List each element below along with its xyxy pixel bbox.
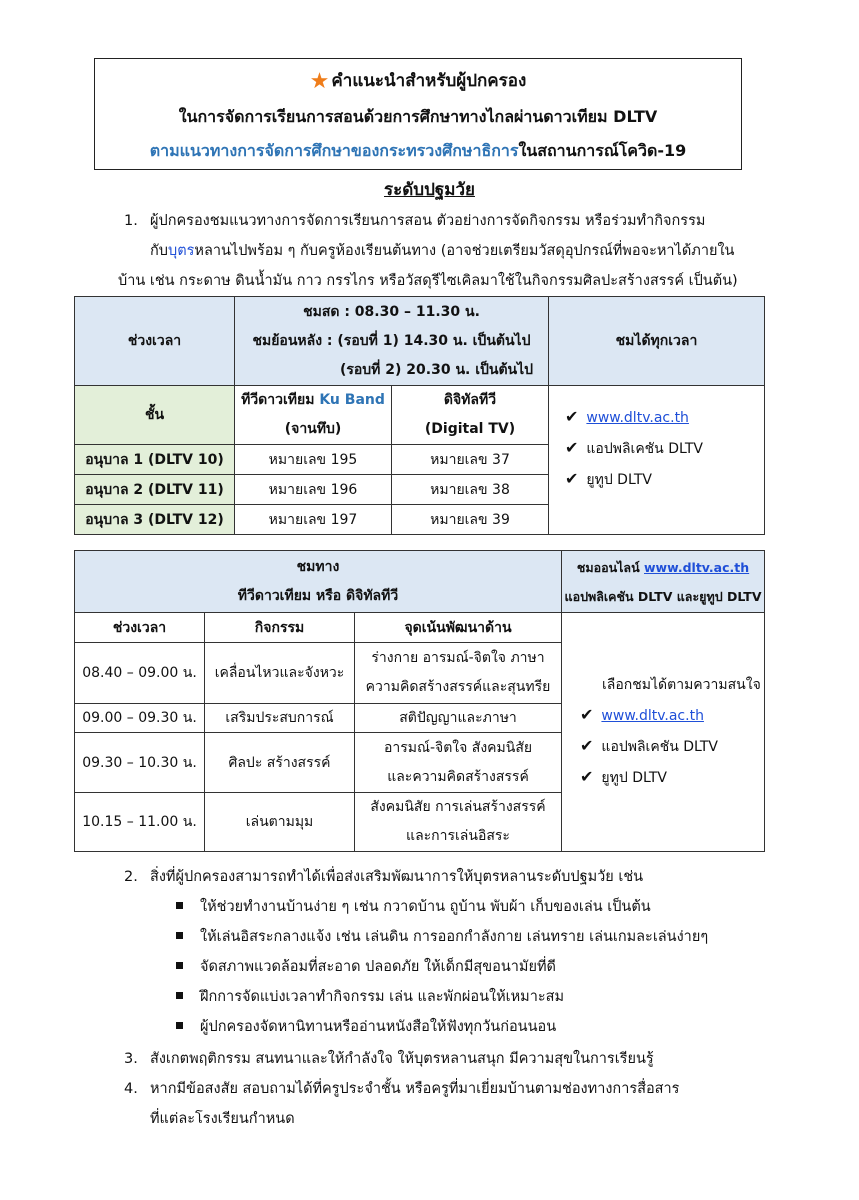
replay-time-2: (รอบที่ 2) 20.30 น. เป็นต้นไป: [339, 361, 534, 378]
digital-channel-cell: หมายเลข 39: [392, 505, 549, 535]
item2-text: สิ่งที่ผู้ปกครองสามารถทำได้เพื่อส่งเสริมพัฒนาการให้บุตรหลานระดับปฐมวัย เช่น: [150, 869, 644, 885]
star-icon: ★: [309, 69, 330, 94]
item4-line1: หากมีข้อสงสัย สอบถามได้ที่ครูประจำชั้น หรือครูที่มาเยี่ยมบ้านตามช่องทางการสื่อสาร: [150, 1081, 680, 1097]
digital-channel-cell: หมายเลข 38: [392, 475, 549, 505]
channel-item: [565, 402, 764, 433]
check-icon: ✔: [580, 736, 594, 755]
dltv-app-text: แอปพลิเคชัน DLTV: [601, 739, 719, 755]
digital-header-sub: (Digital TV): [424, 421, 516, 437]
list-item: [176, 892, 708, 922]
item1-line1: ผู้ปกครองชมแนวทางการจัดการเรียนการสอน ตัวอย่างการจัดกิจกรรม หรือร่วมทำกิจกรรม: [150, 213, 706, 229]
digital-header-text: ดิจิทัลทีวี: [443, 392, 497, 408]
list-item: [176, 982, 708, 1012]
item1-text: [150, 206, 750, 266]
online-header: [562, 551, 765, 613]
check-icon: ✔: [580, 767, 594, 786]
list-item: [176, 952, 708, 982]
item1-line2-blue: บุตร: [167, 243, 195, 259]
covid-situation-text: ในสถานการณ์โควิด-19: [518, 141, 687, 160]
sat-channel-cell: หมายเลข 195: [235, 445, 392, 475]
ministry-guideline-text: ตามแนวทางการจัดการศึกษาของกระทรวงศึกษาธิการ: [149, 141, 519, 160]
item3-text: สังเกตพฤติกรรม สนทนาและให้กำลังใจ ให้บุตรหลานสนุก มีความสุขในการเรียนรู้: [150, 1051, 654, 1067]
focus-line: ความคิดสร้างสรรค์และสุนทรีย: [365, 679, 551, 695]
bullet-text: ให้เล่นอิสระกลางแจ้ง เช่น เล่นดิน การออกกำลังกาย เล่นทราย เล่นเกมละเล่นง่ายๆ: [200, 929, 709, 945]
choose-text: เลือกชมได้ตามความสนใจ: [602, 677, 761, 693]
sat-header-text: ทีวีดาวเทียม: [241, 392, 320, 408]
header-box: [94, 58, 742, 170]
sat-channel-cell: หมายเลข 196: [235, 475, 392, 505]
focus-cell: [355, 643, 562, 704]
watch-via-header: [75, 551, 562, 613]
bullet-text: ผู้ปกครองจัดหานิทานหรืออ่านหนังสือให้ฟังทุกวันก่อนนอน: [200, 1019, 557, 1035]
grade-header: ชั้น: [75, 386, 235, 445]
sat-channel-cell: หมายเลข 197: [235, 505, 392, 535]
item1-number: 1.: [124, 213, 138, 229]
channel-list-1: [549, 386, 765, 535]
item1-line2-b: หลานไปพร้อม ๆ กับครูห้องเรียนต้นทาง (อาจช่วยเตรียมวัสดุอุปกรณ์ที่พอจะหาได้ภายใน: [194, 243, 735, 259]
watch-channels-text: ทีวีดาวเทียม หรือ ดิจิทัลทีวี: [237, 587, 399, 604]
item1-line3: บ้าน เช่น กระดาษ ดินน้ำมัน กาว กรรไกร หรือวัสดุรีไซเคิลมาใช้ในกิจกรรมศิลปะสร้างสรรค์ เป็นต้น): [118, 273, 738, 289]
focus-line: สังคมนิสัย การเล่นสร้างสรรค์: [370, 799, 546, 815]
square-bullet-icon: [176, 902, 183, 909]
channel-item: [580, 700, 764, 731]
level-title: ระดับปฐมวัย: [384, 180, 475, 200]
page-subtitle: ในการจัดการเรียนการสอนด้วยการศึกษาทางไกลผ่านดาวเทียม DLTV: [178, 107, 658, 126]
ku-band-text: Ku Band: [319, 392, 385, 408]
square-bullet-icon: [176, 992, 183, 999]
digital-header: [392, 386, 549, 445]
time-cell: 10.15 – 11.00 น.: [75, 793, 205, 852]
list-item: [176, 1012, 708, 1042]
bullet-text: ให้ช่วยทำงานบ้านง่าย ๆ เช่น กวาดบ้าน ถูบ้าน พับผ้า เก็บของเล่น เป็นต้น: [200, 899, 651, 915]
activity-cell: เสริมประสบการณ์: [205, 704, 355, 733]
dltv-youtube-text: ยูทูป DLTV: [586, 472, 652, 488]
channel-list-2: [562, 613, 765, 852]
grade-cell: อนุบาล 3 (DLTV 12): [75, 505, 235, 535]
focus-line: อารมณ์-จิตใจ สังคมนิสัย: [383, 739, 533, 756]
schedule-table-2: [74, 550, 765, 852]
broadcast-times: [235, 297, 549, 386]
focus-cell: [355, 733, 562, 793]
square-bullet-icon: [176, 932, 183, 939]
activity-cell: เคลื่อนไหวและจังหวะ: [205, 643, 355, 704]
bullet-text: ฝึกการจัดแบ่งเวลาทำกิจกรรม เล่น และพักผ่อนให้เหมาะสม: [200, 989, 565, 1005]
channel-item: [565, 464, 764, 495]
dltv-youtube-text: ยูทูป DLTV: [601, 770, 667, 786]
item1-line2: [150, 236, 750, 266]
check-icon: ✔: [580, 705, 594, 724]
item3-number: 3.: [124, 1051, 138, 1067]
col-activity-header: กิจกรรม: [205, 613, 355, 643]
sat-dish-text: (จานทึบ): [284, 421, 342, 437]
item4-number: 4.: [124, 1081, 138, 1097]
focus-cell: [355, 793, 562, 852]
digital-channel-cell: หมายเลข 37: [392, 445, 549, 475]
item2-number: 2.: [124, 869, 138, 885]
focus-line: และการเล่นอิสระ: [406, 828, 510, 844]
activity-cell: เล่นตามมุม: [205, 793, 355, 852]
item2-bullet-list: [176, 892, 708, 1042]
page-subtitle-2: [95, 139, 741, 164]
grade-cell: อนุบาล 1 (DLTV 10): [75, 445, 235, 475]
item4-text: [150, 1074, 679, 1134]
title-text: คำแนะนำสำหรับผู้ปกครอง: [331, 71, 527, 91]
col-time-header: ช่วงเวลา: [75, 613, 205, 643]
online-text: ชมออนไลน์: [576, 559, 644, 575]
replay-time-1: ชมย้อนหลัง : (รอบที่ 1) 14.30 น. เป็นต้นไป: [252, 332, 531, 349]
list-item: [176, 922, 708, 952]
item1-line2-a: กับ: [150, 243, 168, 259]
square-bullet-icon: [176, 962, 183, 969]
time-cell: 09.00 – 09.30 น.: [75, 704, 205, 733]
check-icon: ✔: [565, 407, 579, 426]
square-bullet-icon: [176, 1022, 183, 1029]
channel-item: [565, 433, 764, 464]
activity-cell: ศิลปะ สร้างสรรค์: [205, 733, 355, 793]
online-website-link[interactable]: www.dltv.ac.th: [644, 559, 750, 575]
time-cell: 09.30 – 10.30 น.: [75, 733, 205, 793]
focus-line: ร่างกาย อารมณ์-จิตใจ ภาษา: [371, 650, 545, 666]
page-title: [95, 67, 741, 94]
satellite-header: [235, 386, 392, 445]
focus-line: และความคิดสร้างสรรค์: [387, 768, 529, 785]
channel-item: [580, 731, 764, 762]
channel-item: [580, 762, 764, 793]
online-channels-text: แอปพลิเคชัน DLTV และยูทูป DLTV: [564, 588, 762, 604]
watch-via-text: ชมทาง: [296, 558, 340, 575]
bullet-text: จัดสภาพแวดล้อมที่สะอาด ปลอดภัย ให้เด็กมีสุขอนามัยที่ดี: [200, 959, 556, 975]
focus-cell: สติปัญญาและภาษา: [355, 704, 562, 733]
grade-cell: อนุบาล 2 (DLTV 11): [75, 475, 235, 505]
time-cell: 08.40 – 09.00 น.: [75, 643, 205, 704]
time-header: ช่วงเวลา: [75, 297, 235, 386]
dltv-website-link[interactable]: www.dltv.ac.th: [601, 708, 704, 724]
schedule-table-1: [74, 296, 765, 535]
live-time: ชมสด : 08.30 – 11.30 น.: [303, 303, 480, 320]
check-icon: ✔: [565, 469, 579, 488]
dltv-website-link[interactable]: www.dltv.ac.th: [586, 410, 689, 426]
dltv-app-text: แอปพลิเคชัน DLTV: [586, 441, 703, 457]
check-icon: ✔: [565, 438, 579, 457]
item4-line2: ที่แต่ละโรงเรียนกำหนด: [150, 1111, 295, 1127]
anytime-header: ชมได้ทุกเวลา: [549, 297, 765, 386]
col-focus-header: จุดเน้นพัฒนาด้าน: [355, 613, 562, 643]
